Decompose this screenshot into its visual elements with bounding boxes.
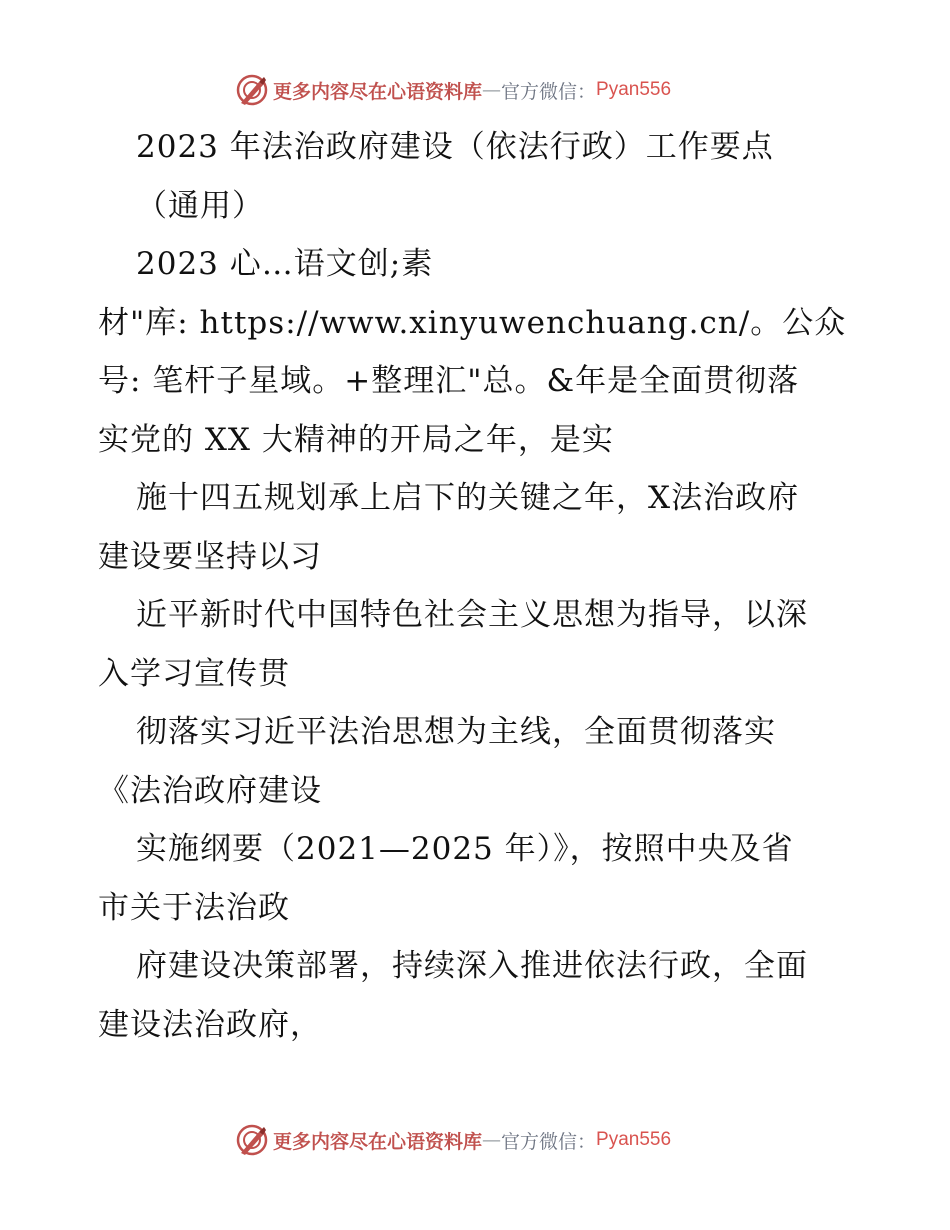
banner-dash: — [482, 1129, 502, 1151]
banner-site-name: 更多内容尽在心语资料库 [273, 1130, 483, 1153]
text-line: 建设要坚持以习 [98, 538, 322, 575]
pen-logo-icon [235, 1123, 269, 1157]
text-line: 2023 年法治政府建设（依法行政）工作要点 [136, 129, 774, 165]
text-line: 实党的 XX 大精神的开局之年，是实 [98, 421, 614, 458]
text-line: 彻落实习近平法治思想为主线，全面贯彻落实 [136, 714, 776, 750]
text-line: 入学习宣传贯 [98, 655, 290, 692]
footer-banner [235, 1122, 755, 1158]
banner-site-name: 更多内容尽在心语资料库 [273, 80, 483, 103]
text-line: （通用） [136, 187, 264, 224]
text-line: 《法治政府建设 [98, 772, 322, 809]
text-line: 号: 笔杆子星域。+整理汇"总。&年是全面贯彻落 [98, 363, 800, 399]
banner-wechat-label: 官方微信： [501, 80, 597, 103]
pen-logo-icon [235, 73, 269, 107]
banner-wechat-label: 官方微信： [501, 1130, 597, 1153]
text-line: 建设法治政府， [98, 1006, 322, 1043]
text-line: 府建设决策部署，持续深入推进依法行政，全面 [136, 948, 808, 984]
text-line: 市关于法治政 [98, 889, 290, 926]
text-line: 材"库: https://www.xinyuwenchuang.cn/。公众 [98, 304, 847, 341]
text-line: 施十四五规划承上启下的关键之年，X法治政府 [136, 480, 800, 516]
banner-dash: — [482, 79, 502, 101]
text-line: 2023 心…语文创;素 [136, 246, 434, 282]
text-line: 近平新时代中国特色社会主义思想为指导，以深 [136, 597, 808, 633]
banner-wechat-id: Pyan556 [596, 79, 672, 100]
header-banner [235, 72, 755, 108]
text-line: 实施纲要（2021—2025 年）》，按照中央及省 [136, 831, 794, 867]
banner-wechat-id: Pyan556 [596, 1129, 672, 1150]
document-body [98, 118, 858, 1054]
